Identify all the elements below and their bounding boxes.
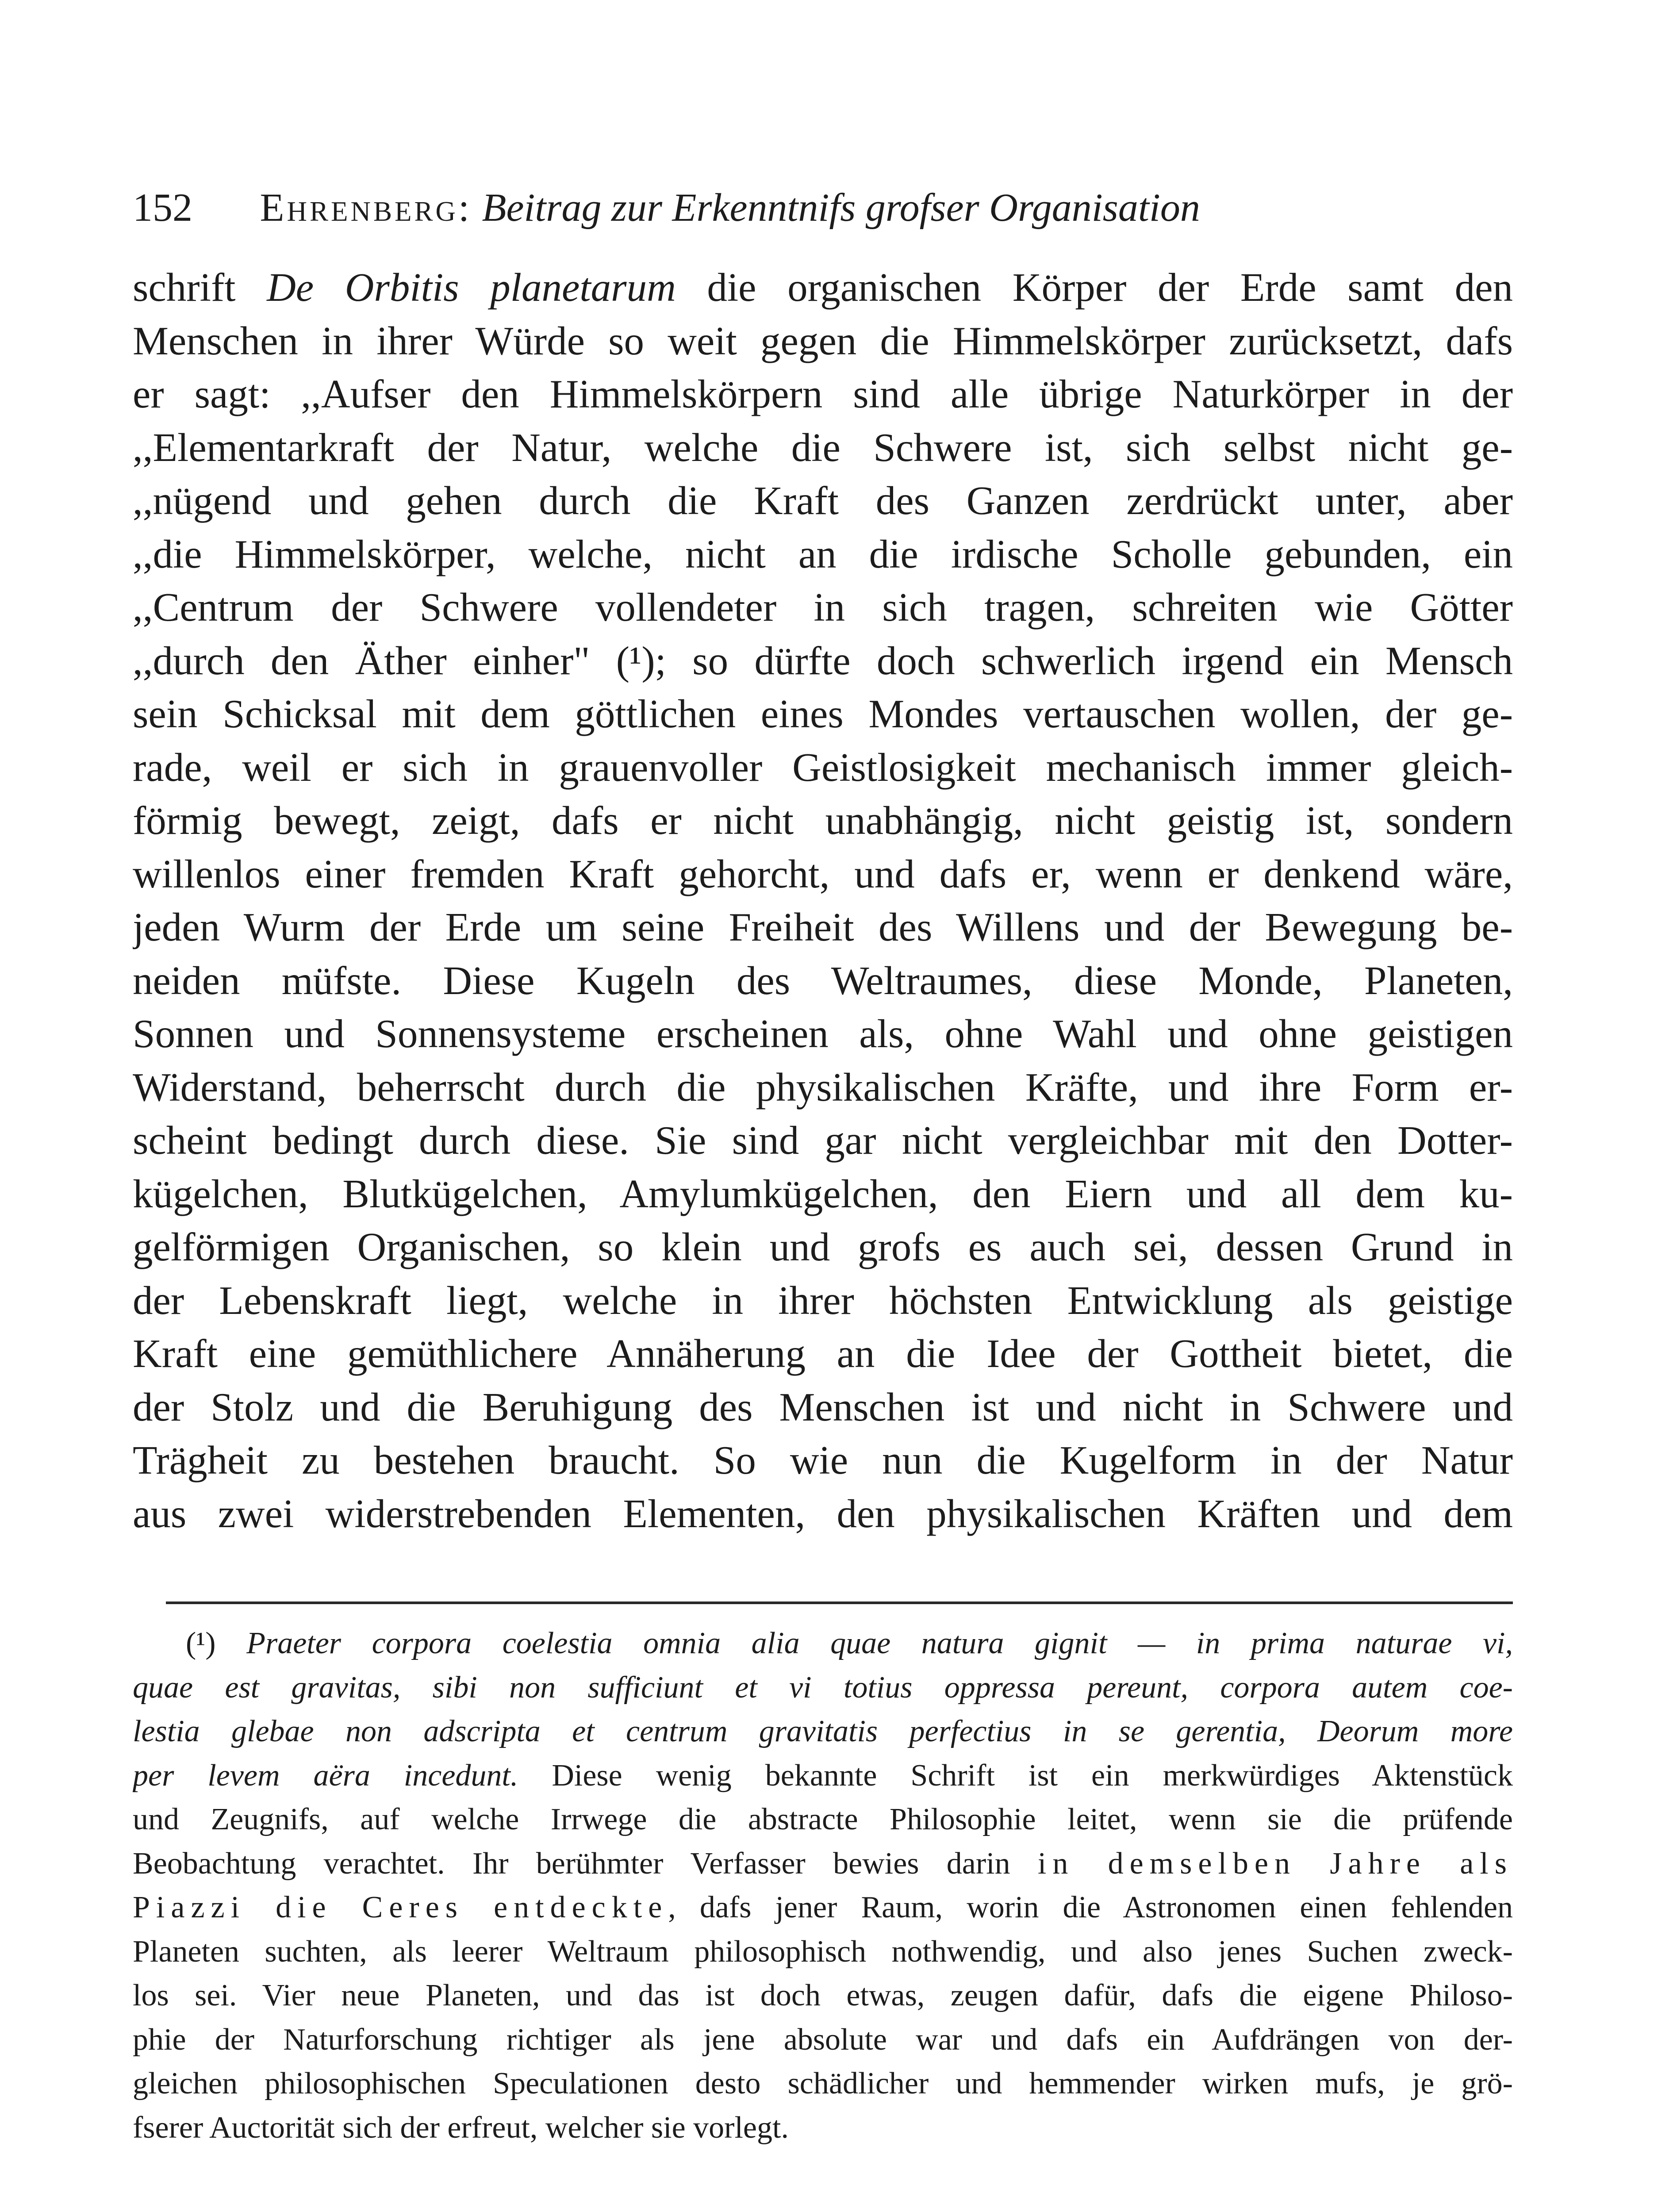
text-line xyxy=(133,954,1513,1007)
footnote-line xyxy=(133,2062,1513,2106)
text-segment: quae est gravitas, sibi non sufficiunt et vi totius oppressa pereunt, corpora autem coe- xyxy=(133,1670,1513,1705)
text-segment: Menschen in ihrer Würde so weit gegen die Himmelskörper zurücksetzt, dafs xyxy=(133,318,1513,363)
footnote-line xyxy=(133,1886,1513,1930)
text-segment: ,,die Himmelskörper, welche, nicht an die irdische Scholle gebunden, ein xyxy=(133,531,1513,576)
footnote-line xyxy=(133,1666,1513,1710)
text-segment: los sei. Vier neue Planeten, und das ist doch etwas, zeugen dafür, dafs die eigene Philoso- xyxy=(133,1978,1513,2012)
text-segment: Sonnen und Sonnensysteme erscheinen als, ohne Wahl und ohne geistigen xyxy=(133,1011,1513,1056)
footnote-line xyxy=(133,1754,1513,1798)
text-line xyxy=(133,474,1513,527)
text-line xyxy=(133,1007,1513,1060)
text-line xyxy=(133,634,1513,687)
text-segment: Beobachtung verachtet. Ihr berühmter Verfasser bewies darin xyxy=(133,1846,1038,1881)
text-segment: Diese wenig bekannte Schrift ist ein merkwürdiges Aktenstück xyxy=(518,1758,1513,1793)
text-segment: die organischen Körper der Erde samt den xyxy=(675,265,1513,310)
text-segment: der Stolz und die Beruhigung des Menschen ist und nicht in Schwere und xyxy=(133,1384,1513,1429)
text-line xyxy=(133,848,1513,901)
text-segment: Widerstand, beherrscht durch die physikalischen Kräfte, und ihre Form er- xyxy=(133,1064,1513,1110)
text-segment: Trägheit zu bestehen braucht. So wie nun die Kugelform in der Natur xyxy=(133,1438,1513,1482)
text-segment: und Zeugnifs, auf welche Irrwege die abstracte Philosophie leitet, wenn sie die prüfende xyxy=(133,1802,1513,1836)
text-segment: schrift xyxy=(133,265,267,310)
text-segment: jeden Wurm der Erde um seine Freiheit des Willens und der Bewegung be- xyxy=(133,905,1513,949)
page-number: 152 xyxy=(133,186,192,230)
text-line xyxy=(133,421,1513,474)
text-line xyxy=(133,1221,1513,1274)
text-line xyxy=(133,581,1513,634)
footnote-line xyxy=(133,2018,1513,2062)
text-segment: Praeter corpora coelestia omnia alia quae natura gignit — in prima naturae vi, xyxy=(246,1626,1513,1660)
text-segment: per levem aëra incedunt. xyxy=(133,1758,518,1793)
text-line xyxy=(133,1487,1513,1540)
text-line xyxy=(133,528,1513,581)
running-header xyxy=(133,177,1513,239)
text-segment: kügelchen, Blutkügelchen, Amylumkügelchen, den Eiern und all dem ku- xyxy=(133,1171,1513,1216)
text-segment: ,,durch den Äther einher" (¹); so dürfte doch schwerlich irgend ein Mensch xyxy=(133,638,1513,683)
text-segment: ,,Centrum der Schwere vollendeter in sich tragen, schreiten wie Götter xyxy=(133,585,1513,630)
text-segment: phie der Naturforschung richtiger als jene absolute war und dafs ein Aufdrängen von der- xyxy=(133,2022,1513,2057)
text-segment: in demselben Jahre als xyxy=(1037,1846,1513,1881)
footnote-line xyxy=(133,1709,1513,1754)
text-line xyxy=(133,1114,1513,1167)
text-segment: rade, weil er sich in grauenvoller Geistlosigkeit mechanisch immer gleich- xyxy=(133,745,1513,790)
text-segment: sein Schicksal mit dem göttlichen eines Mondes vertauschen wollen, der ge- xyxy=(133,691,1513,736)
text-segment: er sagt: ,,Aufser den Himmelskörpern sind alle übrige Naturkörper in der xyxy=(133,372,1513,416)
text-segment: Piazzi die Ceres entdeckte xyxy=(133,1890,668,1924)
text-segment: De Orbitis planetarum xyxy=(267,265,676,310)
text-segment: der Lebenskraft liegt, welche in ihrer höchsten Entwicklung als geistige xyxy=(133,1278,1513,1323)
text-line xyxy=(133,1167,1513,1221)
text-segment: willenlos einer fremden Kraft gehorcht, und dafs er, wenn er denkend wäre, xyxy=(133,851,1513,896)
text-line xyxy=(133,1274,1513,1327)
text-line xyxy=(133,901,1513,954)
text-segment: (¹) xyxy=(186,1626,247,1660)
text-segment: gleichen philosophischen Speculationen desto schädlicher und hemmender wirken mufs, je grö- xyxy=(133,2066,1513,2101)
footnote-line xyxy=(133,2106,1513,2150)
text-line xyxy=(133,1327,1513,1380)
text-line xyxy=(133,261,1513,314)
text-line xyxy=(133,794,1513,847)
text-line xyxy=(133,368,1513,421)
footnote-line xyxy=(133,1842,1513,1886)
text-segment: lestia glebae non adscripta et centrum gravitatis perfectius in se gerentia, Deorum more xyxy=(133,1714,1513,1748)
text-line xyxy=(133,1434,1513,1487)
header-title: Beitrag zur Erkenntnifs grofser Organisation xyxy=(482,186,1200,230)
header-author: Ehrenberg: xyxy=(260,186,472,230)
text-segment: ,,nügend und gehen durch die Kraft des Ganzen zerdrückt unter, aber xyxy=(133,478,1513,523)
text-line xyxy=(133,741,1513,794)
footnote-line xyxy=(133,1797,1513,1842)
text-segment: Planeten suchten, als leerer Weltraum philosophisch nothwendig, und also jenes Suchen zweck- xyxy=(133,1934,1513,1969)
footnote-separator xyxy=(166,1601,1513,1604)
text-segment: ,,Elementarkraft der Natur, welche die Schwere ist, sich selbst nicht ge- xyxy=(133,425,1513,470)
footnote-line xyxy=(133,1974,1513,2018)
footnote-line xyxy=(186,1621,1513,1666)
text-line xyxy=(133,1381,1513,1434)
text-segment: neiden müfste. Diese Kugeln des Weltraumes, diese Monde, Planeten, xyxy=(133,958,1513,1003)
text-segment: Kraft eine gemüthlichere Annäherung an die Idee der Gottheit bietet, die xyxy=(133,1331,1513,1376)
text-line xyxy=(133,315,1513,368)
text-segment: aus zwei widerstrebenden Elementen, den physikalischen Kräften und dem xyxy=(133,1491,1513,1536)
text-line xyxy=(133,1061,1513,1114)
text-segment: , dafs jener Raum, worin die Astronomen einen fehlenden xyxy=(668,1890,1513,1924)
footnote-line xyxy=(133,1930,1513,1974)
text-segment: förmig bewegt, zeigt, dafs er nicht unabhängig, nicht geistig ist, sondern xyxy=(133,798,1513,843)
text-segment: scheint bedingt durch diese. Sie sind gar nicht vergleichbar mit den Dotter- xyxy=(133,1118,1513,1163)
text-line xyxy=(133,687,1513,741)
text-segment: gelförmigen Organischen, so klein und grofs es auch sei, dessen Grund in xyxy=(133,1225,1513,1269)
text-segment: fserer Auctorität sich der erfreut, welcher sie vorlegt. xyxy=(133,2110,789,2145)
